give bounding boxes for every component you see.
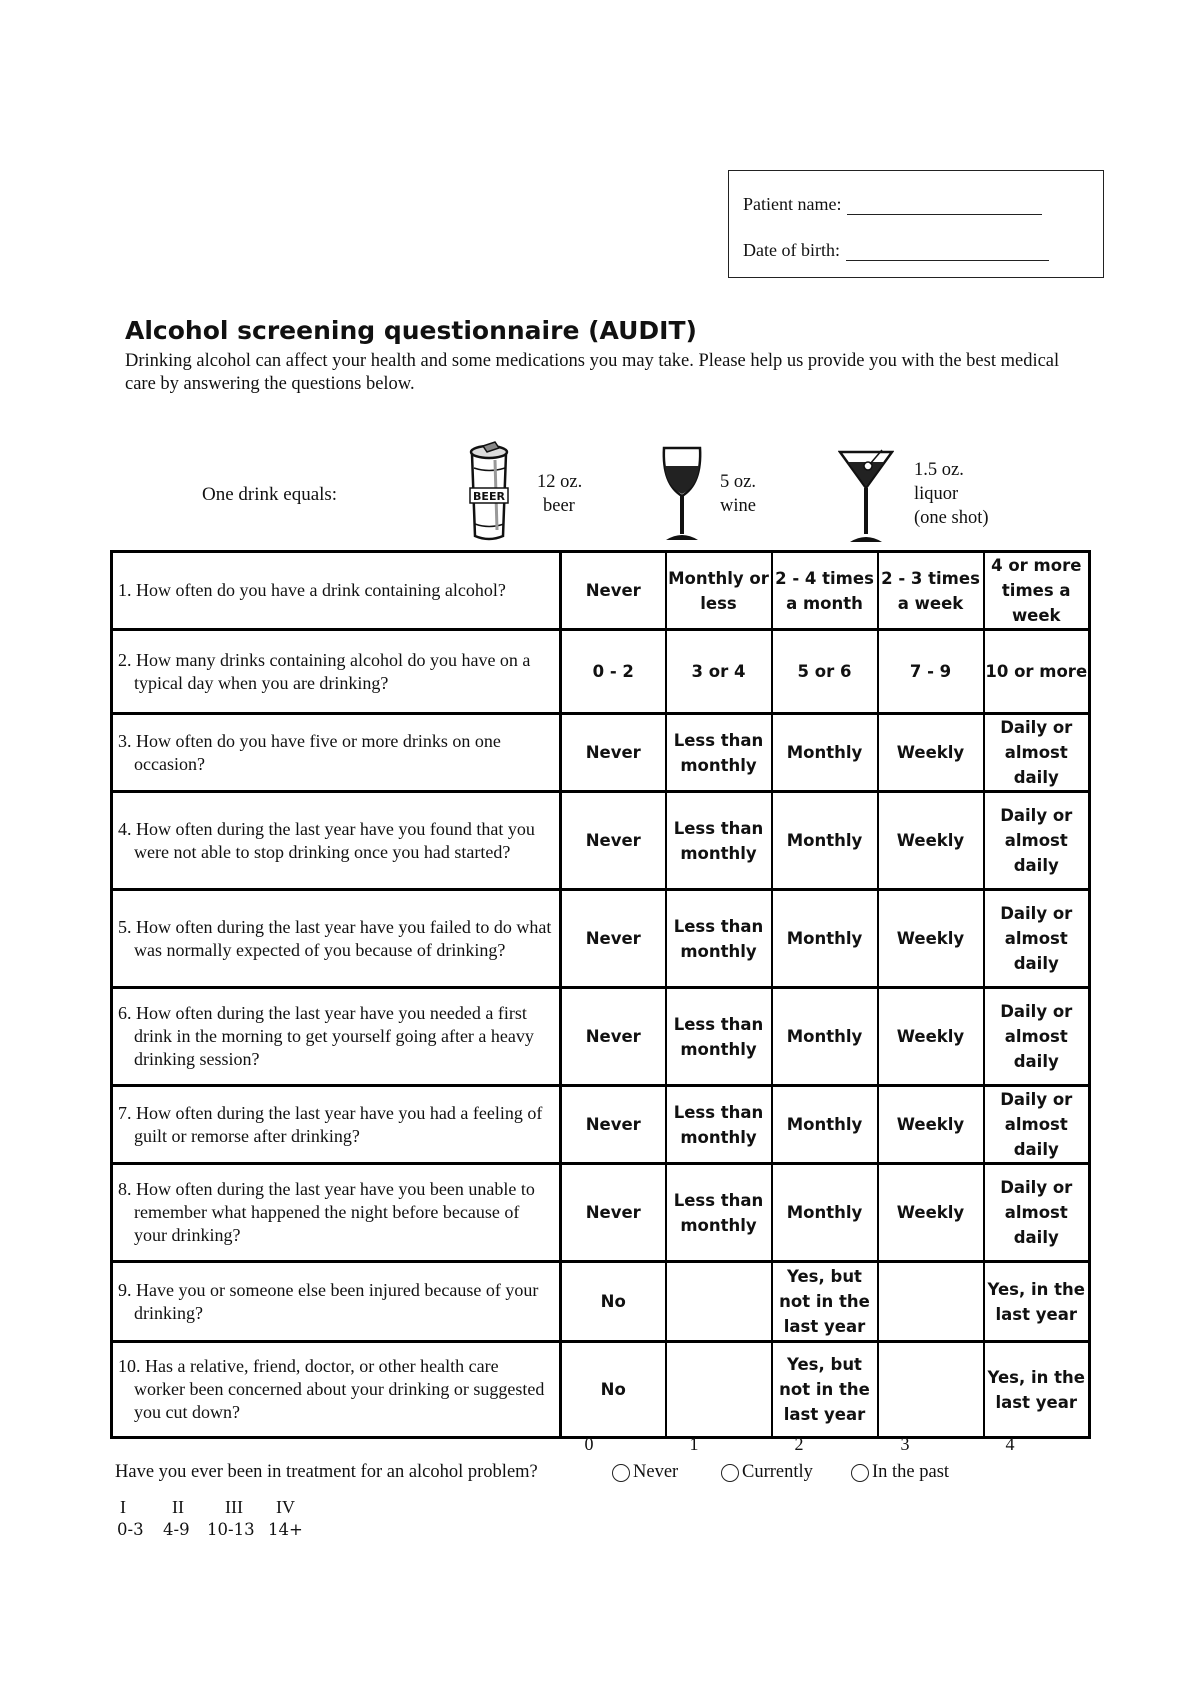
dob-row: [743, 235, 1103, 261]
question-text: 3. How often do you have five or more drinks on one occasion?: [118, 730, 501, 774]
answer-cell[interactable]: [878, 552, 984, 630]
zone-range: 10-13: [207, 1520, 255, 1539]
answer-cell[interactable]: [772, 1086, 878, 1164]
zone-range: 14+: [268, 1520, 303, 1539]
answer-text: Daily or almost daily: [1000, 1090, 1073, 1159]
answer-cell[interactable]: [772, 890, 878, 988]
answer-cell[interactable]: [666, 630, 772, 714]
liquor-type: liquor: [914, 484, 959, 504]
answer-cell[interactable]: [772, 1342, 878, 1438]
answer-cell[interactable]: [666, 1086, 772, 1164]
answer-text: Less than monthly: [673, 1190, 764, 1235]
answer-cell[interactable]: [984, 792, 1090, 890]
answer-text: Never: [585, 929, 641, 948]
score-value: 4: [1005, 1434, 1015, 1454]
answer-cell[interactable]: [772, 552, 878, 630]
answer-cell[interactable]: [561, 630, 666, 714]
zone-range: 0-3: [117, 1520, 144, 1539]
treatment-option-label: Currently: [742, 1462, 813, 1482]
wine-glass-icon: [660, 444, 704, 544]
patient-name-label: Patient name:: [743, 194, 842, 214]
liquor-text: [914, 458, 989, 530]
answer-cell[interactable]: [561, 792, 666, 890]
question-cell: [112, 890, 561, 988]
score-value: 0: [584, 1434, 594, 1454]
answer-text: 4 or more times a week: [991, 556, 1082, 625]
zone-label: III: [225, 1497, 243, 1517]
question-cell: [112, 1086, 561, 1164]
answer-text: Daily or almost daily: [1000, 806, 1073, 875]
answer-text: 7 - 9: [909, 662, 952, 681]
question-cell: [112, 1342, 561, 1438]
answer-cell[interactable]: [772, 630, 878, 714]
intro-text: Drinking alcohol can affect your health and some medications you may take. Please help us provide you with the best medical care by answering the questions below.: [125, 351, 1060, 394]
answer-text: Monthly: [786, 743, 863, 762]
answer-text: Never: [585, 1115, 641, 1134]
beer-type: beer: [543, 496, 575, 516]
answer-text: Daily or almost daily: [1000, 904, 1073, 973]
answer-cell[interactable]: [984, 890, 1090, 988]
answer-text: Never: [585, 581, 641, 600]
answer-cell[interactable]: [561, 1164, 666, 1262]
martini-glass-icon: [838, 448, 894, 544]
answer-cell[interactable]: [984, 630, 1090, 714]
answer-cell[interactable]: [878, 792, 984, 890]
zone-label: II: [172, 1497, 184, 1517]
answer-cell[interactable]: [561, 988, 666, 1086]
question-text: 9. Have you or someone else been injured because of your drinking?: [118, 1279, 539, 1323]
answer-text: Weekly: [896, 929, 965, 948]
question-text: 10. Has a relative, friend, doctor, or other health care worker been concerned about your drinking or suggested you cut down?: [118, 1356, 545, 1422]
answer-cell[interactable]: [561, 1086, 666, 1164]
answer-text: Weekly: [896, 1115, 965, 1134]
answer-text: Less than monthly: [673, 730, 764, 775]
answer-text: Less than monthly: [673, 1102, 764, 1147]
answer-cell[interactable]: [878, 1342, 984, 1438]
question-cell: [112, 714, 561, 792]
question-cell: [112, 792, 561, 890]
zone-label: I: [120, 1497, 126, 1517]
answer-cell[interactable]: [772, 792, 878, 890]
answer-cell[interactable]: [984, 1164, 1090, 1262]
answer-text: Monthly: [786, 1027, 863, 1046]
answer-cell[interactable]: [561, 890, 666, 988]
question-row: [112, 792, 1090, 890]
answer-text: Weekly: [896, 1203, 965, 1222]
answer-text: Monthly: [786, 1203, 863, 1222]
question-row: [112, 1342, 1090, 1438]
answer-cell[interactable]: [666, 988, 772, 1086]
zone-label: IV: [276, 1497, 295, 1517]
question-row: [112, 1164, 1090, 1262]
answer-cell[interactable]: [666, 1164, 772, 1262]
answer-text: Yes, in the last year: [987, 1367, 1085, 1412]
patient-name-row: [743, 189, 1103, 215]
question-cell: [112, 552, 561, 630]
question-text: 5. How often during the last year have you failed to do what was normally expected of you because of drinking?: [118, 916, 552, 960]
wine-amount: 5 oz.: [720, 472, 756, 492]
answer-text: Never: [585, 1027, 641, 1046]
question-text: 1. How often do you have a drink containing alcohol?: [118, 580, 506, 600]
answer-text: No: [600, 1380, 626, 1399]
answer-cell[interactable]: [666, 792, 772, 890]
question-row: [112, 988, 1090, 1086]
question-text: 6. How often during the last year have you needed a first drink in the morning to get yourself going after a heavy drinking session?: [118, 1003, 534, 1069]
question-cell: [112, 1262, 561, 1342]
radio-circle-icon[interactable]: [721, 1464, 739, 1482]
answer-text: Never: [585, 831, 641, 850]
answer-cell[interactable]: [561, 552, 666, 630]
answer-cell[interactable]: [561, 1262, 666, 1342]
answer-text: Monthly or less: [668, 568, 769, 613]
answer-text: Daily or almost daily: [1000, 1002, 1073, 1071]
question-cell: [112, 630, 561, 714]
answer-text: 10 or more: [985, 662, 1088, 681]
answer-text: Monthly: [786, 831, 863, 850]
answer-cell[interactable]: [878, 1164, 984, 1262]
question-row: [112, 552, 1090, 630]
answer-text: Less than monthly: [673, 916, 764, 961]
answer-text: 5 or 6: [797, 662, 852, 681]
wine-text: [720, 470, 756, 518]
question-text: 4. How often during the last year have you found that you were not able to stop drinking once you had started?: [118, 818, 535, 862]
answer-cell[interactable]: [878, 1262, 984, 1342]
answer-text: Yes, but not in the last year: [779, 1355, 870, 1424]
question-row: [112, 714, 1090, 792]
answer-cell[interactable]: [878, 714, 984, 792]
question-text: 8. How often during the last year have you been unable to remember what happened the night before because of your drinking?: [118, 1179, 535, 1245]
answer-cell[interactable]: [772, 1164, 878, 1262]
answer-text: No: [600, 1292, 626, 1311]
drink-equals-label: One drink equals:: [202, 484, 338, 505]
answer-cell[interactable]: [666, 890, 772, 988]
answer-text: Never: [585, 743, 641, 762]
answer-text: Yes, in the last year: [987, 1279, 1085, 1324]
answer-cell[interactable]: [561, 1342, 666, 1438]
question-cell: [112, 1164, 561, 1262]
score-value: 1: [689, 1434, 699, 1454]
answer-text: Monthly: [786, 929, 863, 948]
question-row: [112, 630, 1090, 714]
answer-cell[interactable]: [878, 630, 984, 714]
answer-cell[interactable]: [878, 1086, 984, 1164]
answer-cell[interactable]: [772, 1262, 878, 1342]
answer-cell[interactable]: [666, 714, 772, 792]
answer-text: 3 or 4: [691, 662, 746, 681]
treatment-question: Have you ever been in treatment for an alcohol problem?: [115, 1462, 538, 1482]
answer-cell[interactable]: [984, 988, 1090, 1086]
dob-label: Date of birth:: [743, 240, 840, 260]
patient-info-box: [728, 170, 1104, 278]
audit-table: [110, 550, 1091, 1439]
patient-name-field[interactable]: [847, 196, 1042, 215]
answer-text: Daily or almost daily: [1000, 1178, 1073, 1247]
answer-text: Yes, but not in the last year: [779, 1267, 870, 1336]
answer-cell[interactable]: [984, 1262, 1090, 1342]
liquor-amount: 1.5 oz.: [914, 460, 964, 480]
treatment-option-past[interactable]: [851, 1462, 949, 1483]
question-row: [112, 1262, 1090, 1342]
answer-cell[interactable]: [561, 714, 666, 792]
score-value: 3: [900, 1434, 910, 1454]
question-text: 2. How many drinks containing alcohol do you have on a typical day when you are drinking?: [118, 649, 531, 693]
question-text: 7. How often during the last year have you had a feeling of guilt or remorse after drinking?: [118, 1102, 543, 1146]
score-value: 2: [794, 1434, 804, 1454]
zone-range: 4-9: [163, 1520, 190, 1539]
answer-cell[interactable]: [666, 552, 772, 630]
answer-cell[interactable]: [666, 1342, 772, 1438]
treatment-option-label: Never: [633, 1462, 679, 1482]
question-cell: [112, 988, 561, 1086]
answer-text: 2 - 4 times a month: [775, 568, 874, 613]
beer-can-icon: [465, 440, 513, 544]
answer-text: Monthly: [786, 1115, 863, 1134]
answer-text: Daily or almost daily: [1000, 718, 1073, 787]
answer-cell[interactable]: [666, 1262, 772, 1342]
radio-circle-icon[interactable]: [612, 1464, 630, 1482]
answer-cell[interactable]: [772, 714, 878, 792]
answer-text: 0 - 2: [592, 662, 634, 681]
page-title: Alcohol screening questionnaire (AUDIT): [125, 316, 697, 345]
answer-cell[interactable]: [984, 1086, 1090, 1164]
beer-amount: 12 oz.: [537, 472, 583, 492]
answer-cell[interactable]: [878, 890, 984, 988]
beer-can-text: BEER: [473, 490, 505, 503]
answer-text: Less than monthly: [673, 818, 764, 863]
answer-cell[interactable]: [878, 988, 984, 1086]
answer-text: Weekly: [896, 743, 965, 762]
treatment-option-never[interactable]: [612, 1462, 678, 1483]
answer-text: 2 - 3 times a week: [881, 568, 980, 613]
answer-text: Weekly: [896, 1027, 965, 1046]
radio-circle-icon[interactable]: [851, 1464, 869, 1482]
question-row: [112, 890, 1090, 988]
beer-text: [537, 470, 582, 518]
treatment-option-label: In the past: [872, 1462, 950, 1482]
answer-cell[interactable]: [772, 988, 878, 1086]
answer-text: Never: [585, 1203, 641, 1222]
liquor-note: (one shot): [914, 508, 989, 528]
answer-text: Less than monthly: [673, 1014, 764, 1059]
answer-cell[interactable]: [984, 714, 1090, 792]
treatment-option-currently[interactable]: [721, 1462, 813, 1483]
answer-text: Weekly: [896, 831, 965, 850]
question-row: [112, 1086, 1090, 1164]
dob-field[interactable]: [846, 242, 1049, 261]
wine-type: wine: [720, 496, 756, 516]
answer-cell[interactable]: [984, 1342, 1090, 1438]
answer-cell[interactable]: [984, 552, 1090, 630]
